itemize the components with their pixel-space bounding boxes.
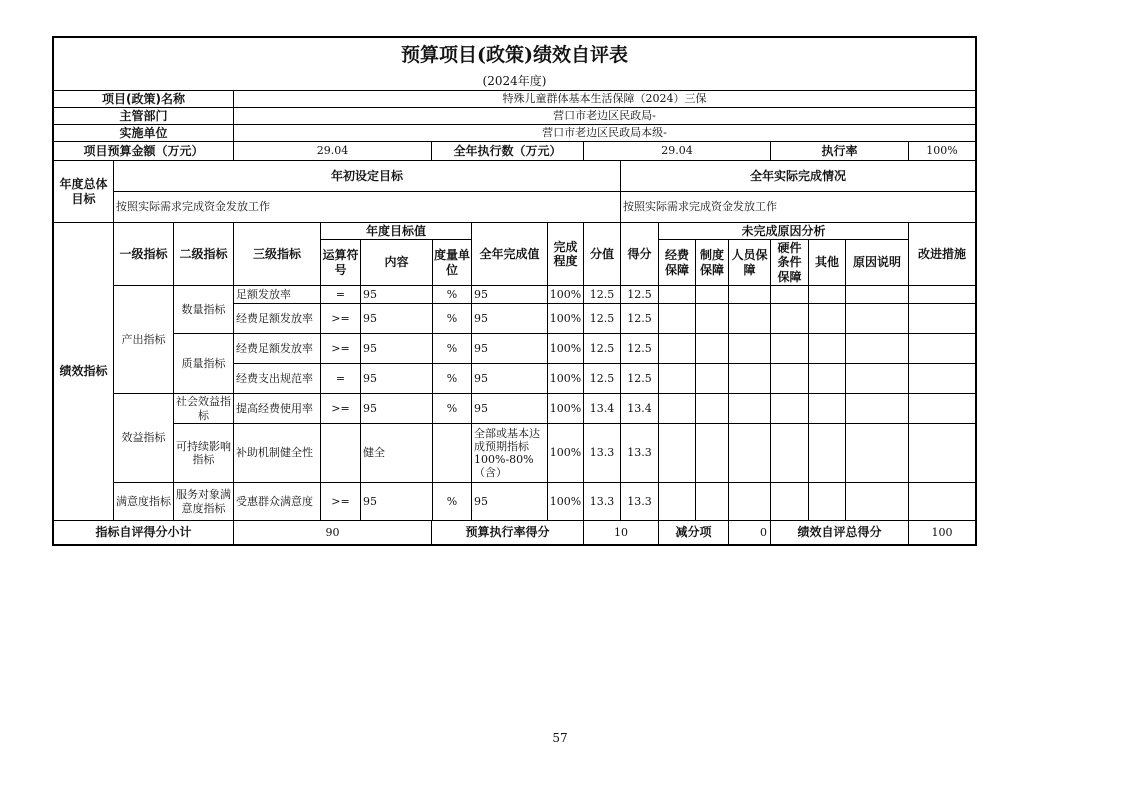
planned-goal-header: 年初设定目标 — [114, 161, 621, 192]
level1-satisfaction: 满意度指标 — [114, 483, 174, 521]
unit-cell: % — [433, 483, 472, 521]
form-year: (2024年度) — [482, 74, 547, 88]
score-cell: 13.4 — [621, 394, 659, 424]
header-annual-target: 年度目标值 — [321, 223, 472, 240]
level1-benefit: 效益指标 — [114, 394, 174, 483]
total-score-value: 100 — [931, 525, 953, 539]
improvement-cell — [909, 286, 975, 304]
execution-rate-value: 100% — [909, 142, 975, 161]
level1-output: 产出指标 — [114, 286, 174, 394]
operator-cell: >= — [321, 394, 361, 424]
reason-hardware-cell — [771, 483, 809, 521]
improvement-cell — [909, 394, 975, 424]
project-name-value: 特殊儿童群体基本生活保障（2024）三保 — [234, 91, 975, 108]
total-score-label: 绩效自评总得分 — [771, 521, 909, 544]
implementing-unit-label: 实施单位 — [54, 125, 234, 142]
target-content-cell: 健全 — [361, 424, 433, 483]
actual-value-cell: 95 — [472, 483, 548, 521]
budget-amount-label: 项目预算金额（万元） — [54, 142, 234, 161]
points-cell: 13.3 — [584, 483, 621, 521]
reason-funding-cell — [659, 286, 696, 304]
operator-cell — [321, 424, 361, 483]
header-improvement: 改进措施 — [909, 223, 975, 286]
unit-cell: % — [433, 394, 472, 424]
subtotal-value: 90 — [234, 521, 432, 544]
reason-staff-cell — [729, 334, 771, 364]
reason-system-cell — [696, 424, 729, 483]
actual-goal-header: 全年实际完成情况 — [621, 161, 975, 192]
target-content-cell: 95 — [361, 304, 433, 334]
reason-other-cell — [809, 424, 846, 483]
reason-funding-cell — [659, 334, 696, 364]
reason-other-cell — [809, 394, 846, 424]
actual-value-cell: 全部或基本达成预期指标100%-80%（含） — [472, 424, 548, 483]
level3-indicator: 提高经费使用率 — [234, 394, 321, 424]
actual-value-cell: 95 — [472, 334, 548, 364]
budget-score-value: 10 — [584, 521, 659, 544]
header-reasons: 未完成原因分析 — [659, 223, 909, 240]
target-content-cell: 95 — [361, 394, 433, 424]
reason-hardware-cell — [771, 424, 809, 483]
reason-system-cell — [696, 286, 729, 304]
budget-amount-value: 29.04 — [234, 142, 432, 161]
reason-hardware-cell — [771, 286, 809, 304]
reason-hardware-cell — [771, 304, 809, 334]
reason-staff-cell — [729, 394, 771, 424]
reason-hardware-cell — [771, 394, 809, 424]
reason-description-cell — [846, 424, 909, 483]
unit-cell — [433, 424, 472, 483]
header-reason-system: 制度保障 — [696, 240, 729, 286]
page-number: 57 — [552, 731, 568, 745]
header-reason-other: 其他 — [809, 240, 846, 286]
level3-indicator: 经费足额发放率 — [234, 304, 321, 334]
reason-system-cell — [696, 364, 729, 394]
actual-value-cell: 95 — [472, 364, 548, 394]
score-cell: 13.3 — [621, 424, 659, 483]
reason-other-cell — [809, 483, 846, 521]
header-actual-value: 全年完成值 — [472, 223, 548, 286]
actual-goal-text: 按照实际需求完成资金发放工作 — [621, 192, 975, 223]
reason-description-cell — [846, 334, 909, 364]
improvement-cell — [909, 334, 975, 364]
operator-cell: >= — [321, 483, 361, 521]
operator-cell: = — [321, 364, 361, 394]
reason-other-cell — [809, 304, 846, 334]
implementing-unit-value: 营口市老边区民政局本级- — [234, 125, 975, 142]
form-title: 预算项目(政策)绩效自评表 — [401, 44, 628, 66]
reason-system-cell — [696, 334, 729, 364]
unit-cell: % — [433, 334, 472, 364]
planned-goal-text: 按照实际需求完成资金发放工作 — [114, 192, 621, 223]
level2-social-benefit: 社会效益指标 — [174, 394, 234, 424]
operator-cell: = — [321, 286, 361, 304]
reason-other-cell — [809, 334, 846, 364]
reason-description-cell — [846, 304, 909, 334]
unit-cell: % — [433, 304, 472, 334]
deduction-label: 减分项 — [659, 521, 729, 544]
points-cell: 12.5 — [584, 364, 621, 394]
completion-cell: 100% — [548, 424, 584, 483]
reason-description-cell — [846, 286, 909, 304]
reason-description-cell — [846, 483, 909, 521]
score-cell: 13.3 — [621, 483, 659, 521]
score-cell: 12.5 — [621, 364, 659, 394]
reason-other-cell — [809, 286, 846, 304]
target-content-cell: 95 — [361, 286, 433, 304]
target-content-cell: 95 — [361, 364, 433, 394]
header-level2: 二级指标 — [174, 223, 234, 286]
unit-cell: % — [433, 286, 472, 304]
target-content-cell: 95 — [361, 483, 433, 521]
level3-indicator: 足额发放率 — [234, 286, 321, 304]
reason-system-cell — [696, 394, 729, 424]
header-unit: 度量单位 — [433, 240, 472, 286]
reason-system-cell — [696, 483, 729, 521]
score-cell: 12.5 — [621, 334, 659, 364]
actual-value-cell: 95 — [472, 304, 548, 334]
header-level1: 一级指标 — [114, 223, 174, 286]
reason-funding-cell — [659, 483, 696, 521]
project-name-label: 项目(政策)名称 — [54, 91, 234, 108]
actual-value-cell: 95 — [472, 286, 548, 304]
reason-other-cell — [809, 364, 846, 394]
budget-score-label: 预算执行率得分 — [432, 521, 584, 544]
level2-service-satisfaction: 服务对象满意度指标 — [174, 483, 234, 521]
reason-system-cell — [696, 304, 729, 334]
annual-execution-label: 全年执行数（万元） — [432, 142, 584, 161]
department-label: 主管部门 — [54, 108, 234, 125]
level3-indicator: 经费足额发放率 — [234, 334, 321, 364]
level2-quality: 质量指标 — [174, 334, 234, 394]
reason-staff-cell — [729, 483, 771, 521]
reason-funding-cell — [659, 394, 696, 424]
performance-indicators-label: 绩效指标 — [54, 223, 114, 521]
header-level3: 三级指标 — [234, 223, 321, 286]
header-reason-hardware: 硬件条件保障 — [771, 240, 809, 286]
reason-staff-cell — [729, 304, 771, 334]
completion-cell: 100% — [548, 483, 584, 521]
points-cell: 12.5 — [584, 334, 621, 364]
score-cell: 12.5 — [621, 286, 659, 304]
header-content: 内容 — [361, 240, 433, 286]
level3-indicator: 补助机制健全性 — [234, 424, 321, 483]
completion-cell: 100% — [548, 304, 584, 334]
annual-goal-label: 年度总体目标 — [54, 161, 114, 223]
operator-cell: >= — [321, 334, 361, 364]
level3-indicator: 受惠群众满意度 — [234, 483, 321, 521]
reason-description-cell — [846, 394, 909, 424]
annual-execution-value: 29.04 — [584, 142, 771, 161]
reason-hardware-cell — [771, 364, 809, 394]
completion-cell: 100% — [548, 286, 584, 304]
completion-cell: 100% — [548, 364, 584, 394]
level2-sustainable-impact: 可持续影响指标 — [174, 424, 234, 483]
reason-description-cell — [846, 364, 909, 394]
header-score: 得分 — [621, 223, 659, 286]
points-cell: 12.5 — [584, 304, 621, 334]
unit-cell: % — [433, 364, 472, 394]
level2-quantity: 数量指标 — [174, 286, 234, 334]
points-cell: 13.4 — [584, 394, 621, 424]
subtotal-label: 指标自评得分小计 — [54, 521, 234, 544]
score-cell: 12.5 — [621, 304, 659, 334]
header-reason-funding: 经费保障 — [659, 240, 696, 286]
execution-rate-label: 执行率 — [771, 142, 909, 161]
header-completion: 完成程度 — [548, 223, 584, 286]
header-points: 分值 — [584, 223, 621, 286]
improvement-cell — [909, 483, 975, 521]
points-cell: 13.3 — [584, 424, 621, 483]
improvement-cell — [909, 424, 975, 483]
points-cell: 12.5 — [584, 286, 621, 304]
header-reason-staff: 人员保障 — [729, 240, 771, 286]
reason-staff-cell — [729, 424, 771, 483]
level3-indicator: 经费支出规范率 — [234, 364, 321, 394]
reason-funding-cell — [659, 304, 696, 334]
reason-staff-cell — [729, 286, 771, 304]
target-content-cell: 95 — [361, 334, 433, 364]
department-value: 营口市老边区民政局- — [234, 108, 975, 125]
header-reason-description: 原因说明 — [846, 240, 909, 286]
actual-value-cell: 95 — [472, 394, 548, 424]
reason-funding-cell — [659, 424, 696, 483]
completion-cell: 100% — [548, 394, 584, 424]
deduction-value: 0 — [729, 521, 771, 544]
reason-hardware-cell — [771, 334, 809, 364]
header-operator: 运算符号 — [321, 240, 361, 286]
improvement-cell — [909, 304, 975, 334]
improvement-cell — [909, 364, 975, 394]
reason-funding-cell — [659, 364, 696, 394]
self-evaluation-form — [52, 36, 977, 546]
operator-cell: >= — [321, 304, 361, 334]
reason-staff-cell — [729, 364, 771, 394]
completion-cell: 100% — [548, 334, 584, 364]
